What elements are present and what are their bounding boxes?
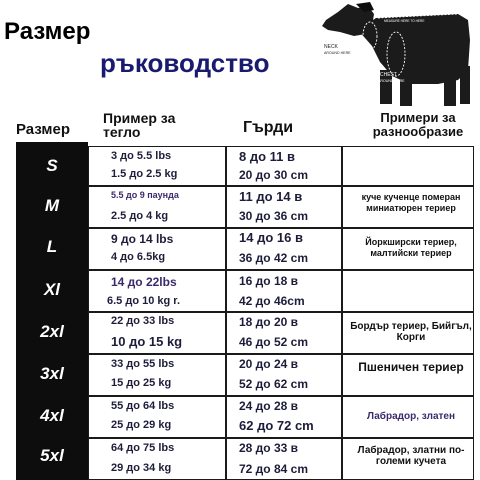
chest-sub-label: AROUND HERE — [378, 79, 405, 83]
back-sub-label: MEASURE HERE TO HERE — [384, 19, 425, 23]
chest-cm: 52 до 62 cm — [239, 377, 308, 391]
weight-kg: 15 до 25 kg — [111, 377, 172, 389]
weight-lbs: 5.5 до 9 паунда — [111, 190, 179, 200]
weight-lbs: 33 до 55 lbs — [111, 358, 175, 370]
chest-cm: 62 до 72 cm — [239, 418, 314, 433]
weight-kg: 6.5 до 10 kg r. — [107, 295, 181, 307]
size-table — [88, 146, 474, 480]
table-row — [88, 186, 474, 228]
table-row — [88, 270, 474, 312]
table-row — [88, 354, 474, 396]
weight-kg: 1.5 до 2.5 kg — [111, 168, 178, 180]
chest-cm: 30 до 36 cm — [239, 209, 308, 223]
title-line1: Размер — [4, 18, 91, 45]
table-row — [88, 438, 474, 480]
size-column-background — [16, 142, 88, 480]
table-row — [88, 228, 474, 270]
chest-cm: 42 до 46cm — [239, 294, 305, 308]
chest-in: 20 до 24 в — [239, 357, 299, 371]
breed-examples: Пшеничен териер — [358, 360, 464, 374]
neck-sub-label: AROUND HERE — [324, 51, 351, 55]
chest-cm: 36 до 42 cm — [239, 251, 308, 265]
weight-lbs: 9 до 14 lbs — [111, 232, 174, 246]
back-label: Гръб — [396, 6, 419, 16]
breed-examples: Йоркширски териер, малтийски териер — [365, 237, 457, 258]
chest-in: 24 до 28 в — [239, 399, 299, 413]
weight-kg: 4 до 6.5kg — [111, 251, 166, 263]
weight-lbs: 64 до 75 lbs — [111, 442, 175, 454]
breed-examples: Лабрадор, златен — [366, 411, 456, 422]
table-row — [88, 312, 474, 354]
breed-examples: Бордър териер, Бийгъл, Корги — [350, 321, 472, 343]
weight-lbs: 3 до 5.5 lbs — [111, 150, 172, 162]
chest-cm: 72 до 84 cm — [239, 462, 308, 476]
weight-kg: 29 до 34 kg — [111, 462, 172, 474]
chest-cm: 46 до 52 cm — [239, 335, 308, 349]
weight-kg: 25 до 29 kg — [111, 419, 172, 431]
table-row — [88, 396, 474, 438]
chest-in: 11 до 14 в — [239, 189, 303, 204]
title-line2: ръководство — [100, 48, 270, 78]
weight-lbs: 14 до 22lbs — [111, 275, 177, 289]
weight-kg: 2.5 до 4 kg — [111, 210, 169, 222]
chest-cm: 20 до 30 cm — [239, 168, 308, 182]
chest-in: 8 до 11 в — [239, 149, 295, 164]
table-row — [88, 146, 474, 186]
weight-kg: 10 до 15 kg — [111, 334, 183, 349]
weight-lbs: 55 до 64 lbs — [111, 400, 175, 412]
header-size: Размер — [16, 121, 71, 138]
header-weight: Пример за тегло — [103, 110, 176, 140]
header-chest: Гърди — [243, 119, 294, 136]
size-label: 5xl — [40, 446, 64, 465]
breed-examples: куче кученце померан миниатюрен териер — [361, 192, 461, 213]
breed-examples: Лабрадор, златни по-големи кучета — [357, 445, 465, 467]
size-label: 4xl — [40, 406, 64, 425]
chest-in: 16 до 18 в — [239, 274, 299, 288]
size-label: 2xl — [40, 322, 64, 341]
size-label: M — [44, 196, 60, 215]
chest-label: CHEST — [380, 72, 397, 78]
size-label: Xl — [43, 280, 61, 299]
size-label: 3xl — [40, 364, 64, 383]
neck-label: NECK — [324, 44, 338, 50]
header-breed-examples: Примери за разнообразие — [372, 110, 464, 139]
chest-in: 28 до 33 в — [239, 441, 299, 455]
chest-in: 18 до 20 в — [239, 315, 299, 329]
chest-in: 14 до 16 в — [239, 230, 303, 245]
dog-measurement-illustration — [318, 0, 478, 108]
weight-lbs: 22 до 33 lbs — [111, 315, 175, 327]
size-label: S — [46, 156, 58, 175]
size-label: L — [46, 237, 58, 256]
